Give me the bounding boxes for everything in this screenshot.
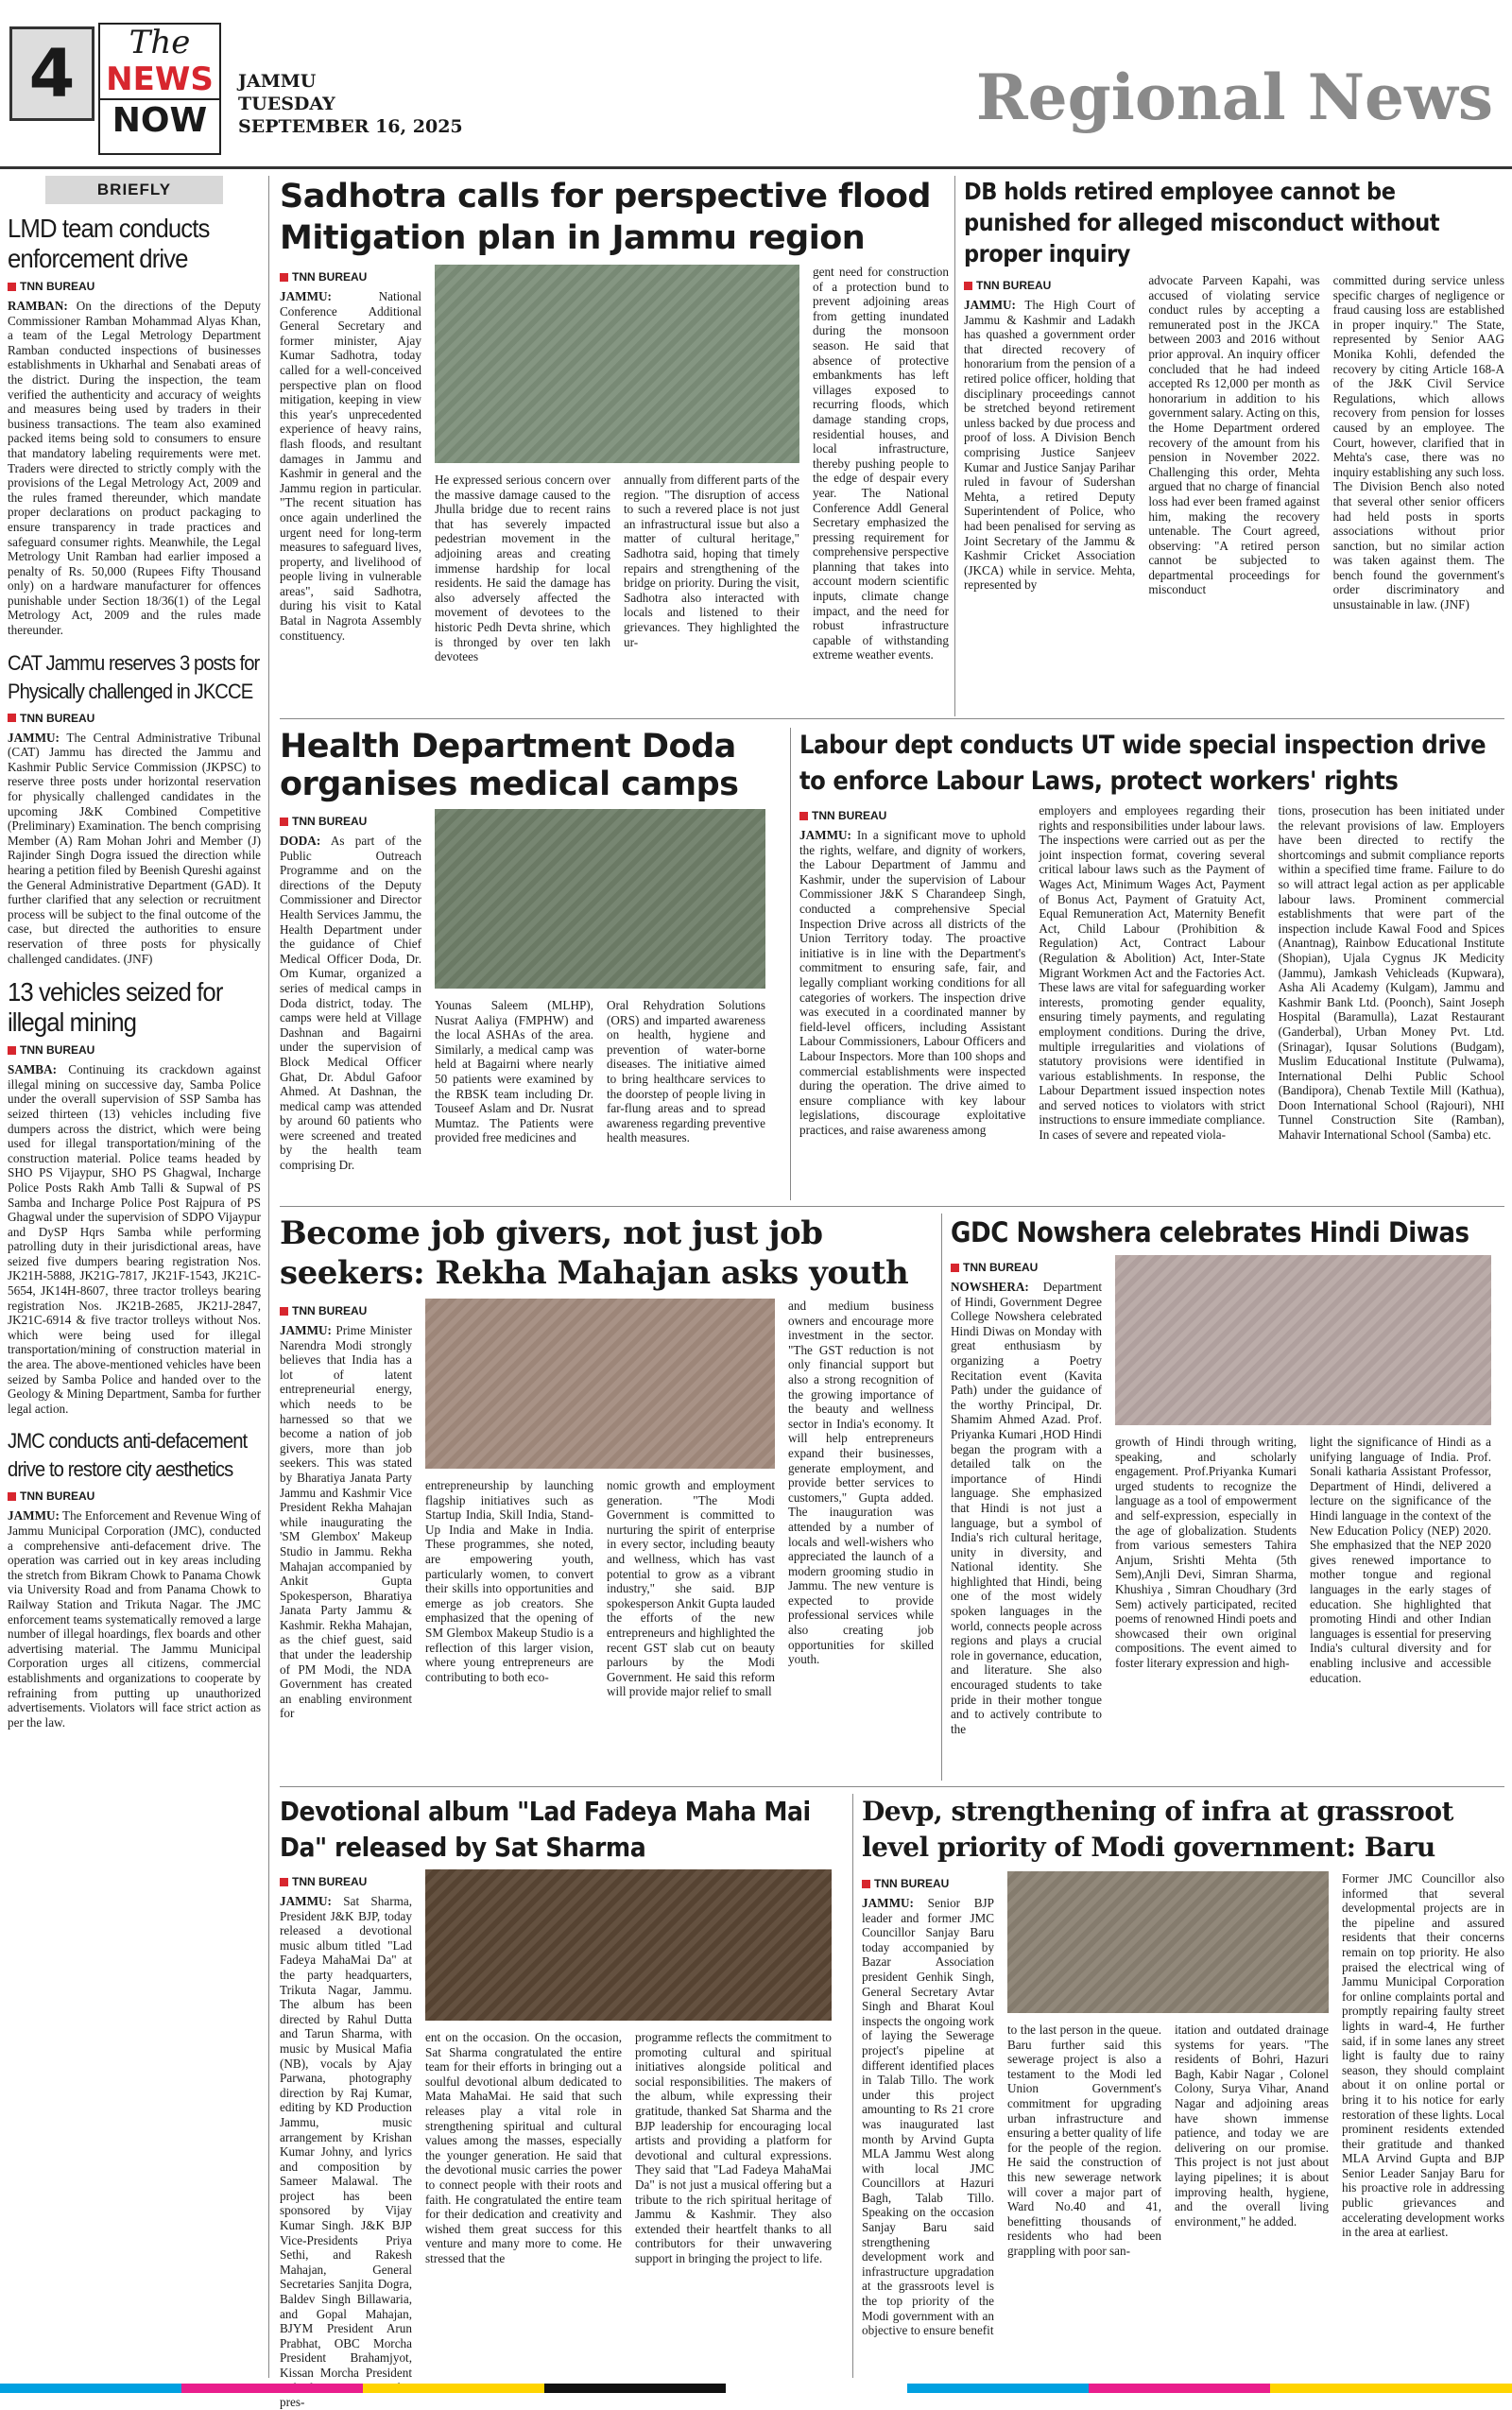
story-health-doda bbox=[280, 728, 781, 1200]
brief-item bbox=[8, 1427, 261, 1730]
story-photo bbox=[425, 1869, 832, 2021]
story-headline: Devotional album "Lad Fadeya Maha Mai Da" released by Sat Sharma bbox=[280, 1796, 811, 1863]
bureau-label: TNN BUREAU bbox=[280, 270, 421, 284]
story-column: Oral Rehydration Solutions (ORS) and imparted awareness on health, hygiene and prevention of water-borne diseases. The initiative aimed to bring healthcare services to the doorstep of people living in far-flung areas and to spread awareness regarding preventive health measures. bbox=[607, 998, 765, 1145]
brief-dateline: RAMBAN: bbox=[8, 299, 68, 313]
brief-item bbox=[8, 214, 261, 638]
story-text bbox=[280, 834, 421, 1173]
story-column: gent need for construction of a protection bund to prevent adjoining areas from getting inundated during the monsoon season. He said that absence of protective embankments has left villages exposed to recurring floods, which damage standing crops, residential houses, and local infrastructure, thereby pushing people to the edge of despair every year. The National Conference Addl General Secretary emphasized the pressing requirement for comprehensive perspective planning that takes into account modern scientific inputs, climate change impact, and the need for robust infrastructure capable of withstanding extreme weather events. bbox=[813, 265, 949, 663]
edition-city: JAMMU bbox=[238, 71, 317, 92]
briefly-label: BRIEFLY bbox=[45, 176, 223, 204]
story-db-retired-employee bbox=[964, 176, 1504, 716]
brief-headline: 13 vehicles seized for illegal mining bbox=[8, 977, 223, 1038]
story-photo bbox=[435, 265, 799, 463]
bureau-label: TNN BUREAU bbox=[8, 280, 261, 293]
edition-day: TUESDAY bbox=[238, 94, 335, 114]
brief-item bbox=[8, 649, 261, 967]
newspaper-logo bbox=[98, 23, 221, 155]
story-dateline: NOWSHERA: bbox=[951, 1280, 1029, 1294]
story-photo bbox=[435, 809, 765, 989]
brief-headline: CAT Jammu reserves 3 posts for Physically challenged in JKCCE bbox=[8, 650, 260, 703]
brief-dateline: JAMMU: bbox=[8, 730, 60, 745]
bureau-label: TNN BUREAU bbox=[8, 712, 261, 725]
story-headline: Become job givers, not just job seekers: Rekha Mahajan asks youth bbox=[280, 1214, 909, 1292]
story-headline: DB holds retired employee cannot be punished for alleged misconduct without proper inquiry bbox=[964, 178, 1440, 267]
story-column: tions, prosecution has been initiated under the relevant provisions of law. Employers have been directed to rectify the shortcomings and submit compliance reports within a specified time frame. Failure to do so will attract legal action as per applicable labour laws. Prominent commercial establishments that were part of the inspection include Kawal Food and Spices (Anantnag), Rainbow Educational Institute (Shopian), Ujala Cygnus JK Medicity (Jammu), Jamkash Vehicleads (Kupwara), Asha Ali Academy (Kulgam), Jammu and Kashmir Bank Ltd. (Poonch), Saint Joseph Hospital (Baramulla), Lazat Restaurant (Ganderbal), Urban Money Pvt. Ltd. (Srinagar), Iqusar Solutions (Budgam), Muslim Educational Institute (Pulwama), International Delhi Public School (Bandipora), Chenab Textile Mill (Kathua), Doon International School (Rajouri), NHI Tunnel Construction Site (Ramban), Mahavir International School (Samba) etc. bbox=[1278, 803, 1504, 1143]
logo-now: NOW bbox=[100, 98, 219, 142]
masthead-rule bbox=[0, 166, 1512, 169]
story-headline: GDC Nowshera celebrates Hindi Diwas bbox=[951, 1216, 1469, 1248]
story-column: Department of Hindi, Government Degree College Nowshera celebrated Hindi Diwas on Monday with great enthusiasm by organizing a Poetry Recitation event (Kavita Path) under the guidance of the worthy Principal, Dr. Shamim Ahmed Azad. Prof. Priyanka Kumari ,HOD Hindi began the program with a detailed talk on the importance of Hindi language. She emphasized that Hindi is not just a language, but a symbol of India's rich cultural heritage, unity in diversity, and National identity. She highlighted that Hindi, being one of the most widely spoken languages in the world, connects people across regions and plays a crucial role in governance, education, and literature. She also encouraged students to take pride in their mother tongue and to actively contribute to the bbox=[951, 1280, 1102, 1736]
logo-news: NEWS bbox=[106, 60, 214, 98]
story-column: employers and employees regarding their rights and responsibilities under labour laws. The inspections were carried out as per the joint inspection format, covering several critical labour laws such as the Payment of Wages Act, Minimum Wages Act, Payment of Bonus Act, Payment of Gratuity Act, Equal Remuneration Act, Maternity Benefit Act, Child Labour (Prohibition & Regulation) Act, Contract Labour (Regulation & Abolition) Act, Inter-State Migrant Workmen Act and the Factories Act. These laws are vital for safeguarding worker interests, promoting gender equality, ensuring timely payments, and regulating employment conditions. During the drive, multiple irregularities and violations of statutory provisions were identified in various establishments. In response, the Labour Department issued inspection notes and served notices to violators with strict instructions to ensure immediate compliance. In cases of severe and repeated viola- bbox=[1039, 803, 1265, 1143]
brief-headline: JMC conducts anti-defacement drive to restore city aesthetics bbox=[8, 1429, 248, 1482]
story-sadhotra bbox=[280, 176, 949, 716]
story-column: light the significance of Hindi as a unifying language of India. Prof. Sonali katharia Assistant Professor, Department of Hindi, delivered a lecture on the significance of the Hindi language in the context of the New Education Policy (NEP) 2020. She emphasized that the NEP 2020 gives renewed importance to mother tongue and regional languages in the early stages of education. She highlighted that promoting Hindi and other Indian languages is essential for preserving India's cultural diversity and for enabling inclusive and accessible education. bbox=[1310, 1435, 1491, 1685]
page-number: 4 bbox=[9, 26, 94, 121]
print-registration-bar bbox=[0, 2384, 1512, 2393]
story-dateline: DODA: bbox=[280, 834, 321, 848]
brief-body bbox=[8, 731, 261, 967]
brief-body bbox=[8, 299, 261, 638]
row-divider bbox=[280, 1786, 1504, 1787]
story-column: itation and outdated drainage systems for years. "The residents of Bohri, Hazuri Bagh, Kabir Nagar , Colonel Colony, Surya Vihar, Anand Nagar and adjoining areas have shown immense patience, and today we are delivering on our promise. This project is not just about laying pipelines; it is about improving health, hygiene, and the overall living environment," he added. bbox=[1175, 2023, 1329, 2229]
story-column: National Conference Additional General Secretary and former minister, Ajay Kumar Sadhotra, today called for a well-conceived perspective plan on flood mitigation, keeping in view this year's unprecedented experience of heavy rains, flash floods, and resultant damages in Jammu and Kashmir in general and the Jammu region in particular. "The recent situation has once again underlined the urgent need for long-term measures to safeguard lives, property, and livelihood of people living in vulnerable areas", said Sadhotra, during his visit to Katal Batal in Nagrota Assembly constituency. bbox=[280, 289, 421, 643]
story-headline: Labour dept conducts UT wide special inspection drive to enforce Labour Laws, protect workers' rights bbox=[799, 731, 1486, 796]
story-dateline: JAMMU: bbox=[280, 1894, 332, 1908]
story-dateline: JAMMU: bbox=[280, 289, 332, 303]
brief-item bbox=[8, 977, 261, 1416]
story-baru-infra bbox=[862, 1794, 1504, 2378]
story-column: programme reflects the commitment to promoting cultural and spiritual initiatives alongside political and social responsibilities. The makers of the album, while expressing their gratitude, thanked Sat Sharma and the BJP leadership for encouraging local artists and providing a platform for devotional and cultural expressions. They said that "Lad Fadeya MahaMai Da" is not just a musical offering but a tribute to the rich spiritual heritage of Jammu & Kashmir. They also extended their heartfelt thanks to all contributors for their unwavering support in bringing the project to life. bbox=[635, 2030, 832, 2265]
row-divider bbox=[280, 1206, 1504, 1207]
brief-text: The Central Administrative Tribunal (CAT) Jammu has directed the Jammu and Kashmir Public Service Commission (JKPSC) to reserve three posts under horizontal reservation for physically challenged candidates in the upcoming J&K Combined Competitive (Preliminary) Examination. The bench comprising Member (A) Ram Mohan Johri and Member (J) Rajinder Singh Dogra issued the direction while hearing a petition filed by Beenish Qureshi against the General Administrative Department (GAD). It further clarified that any selection or recruitment process will be subject to the final outcome of the case, but directed the authorities to ensure reservation of three posts for physically challenged candidates. (JNF) bbox=[8, 730, 261, 966]
story-photo bbox=[1007, 1871, 1329, 2013]
story-column: As part of the Public Outreach Programme and on the directions of the Deputy Commissioner and Director Health Services Jammu, the Health Department under the guidance of Chief Medical Officer Doda, Dr. Om Kumar, organized a series of medical camps in Doda district, today. The camps were held at Village Dashnan and Bagairni under the supervision of Block Medical Officer Ghat, Dr. Abdul Gafoor Ahmed. At Dashnan, the medical camp was attended by around 60 patients who were screened and treated by the health team comprising Dr. bbox=[280, 834, 421, 1173]
story-dateline: JAMMU: bbox=[799, 828, 851, 842]
story-dateline: JAMMU: bbox=[280, 1323, 332, 1337]
row-divider bbox=[280, 718, 1504, 719]
brief-dateline: SAMBA: bbox=[8, 1062, 58, 1077]
story-text bbox=[280, 289, 421, 643]
story-text bbox=[951, 1280, 1102, 1736]
story-column: entrepreneurship by launching flagship initiatives such as Startup India, Skill India, Stand-Up India and Make in India. These programmes, she noted, are empowering youth, particularly women, to convert their skills into opportunities and emerge as job creators. She emphasized that the opening of SM Glembox Makeup Studio is a reflection of this larger vision, where young entrepreneurs are contributing to both eco- bbox=[425, 1478, 593, 1684]
story-photo bbox=[1115, 1255, 1491, 1425]
story-dateline: JAMMU: bbox=[964, 298, 1016, 312]
story-column: He expressed serious concern over the massive damage caused to the Jhulla bridge due to recent rains that has severely impacted pedestrian movement in the adjoining areas and creating immense hardship for local residents. He said the damage has also adversely affected the movement of devotees to the historic Pedh Devta shrine, which is thronged by over ten lakh devotees bbox=[435, 473, 610, 664]
story-column: Senior BJP leader and former JMC Councillor Sanjay Baru today accompanied by Bazar Association president Genhik Singh, General Secretary Avtar Singh and Bharat Koul inspects the ongoing work of laying the Sewerage project's pipeline at different identified places in Talab Tillo. The work under this project amounting to Rs 21 crore was inaugurated last month by Arvind Gupta MLA Jammu West along with local JMC Councillors at Hazuri Bagh, Talab Tillo. Speaking on the occasion Sanjay Baru said strengthening development work and infrastructure upgradation at the grassroots level is the top priority of the Modi government with an objective to ensure benefit bbox=[862, 1896, 994, 2338]
story-text bbox=[862, 1896, 994, 2338]
story-labour-inspection bbox=[799, 728, 1504, 1200]
story-devotional-album bbox=[280, 1794, 845, 2410]
bureau-label: TNN BUREAU bbox=[280, 1875, 412, 1888]
brief-dateline: JAMMU: bbox=[8, 1508, 60, 1523]
column-divider bbox=[941, 1214, 942, 1781]
bureau-label: TNN BUREAU bbox=[280, 815, 421, 828]
story-column: ent on the occasion. On the occasion, Sat Sharma congratulated the entire team for their efforts in bringing out a soulful devotional album dedicated to Mata MahaMai. He said that such releases play a vital role in strengthening spiritual and cultural values among the masses, especially the younger generation. He said that the devotional music carries the power to connect people with their roots and faith. He congratulated the entire team for their dedication and creativity and wished them great success for this venture and many more to come. He stressed that the bbox=[425, 2030, 622, 2265]
column-divider bbox=[790, 728, 791, 1200]
story-text bbox=[799, 828, 1025, 1137]
story-column: In a significant move to uphold the rights, welfare, and dignity of workers, the Labour Department of Jammu and Kashmir, under the supervision of Labour Commissioner J&K S Charandeep Singh, conducted a comprehensive Special Inspection Drive across all districts of the Union Territory today. The proactive initiative is in line with the Department's commitment to ensuring safe, fair, and legally compliant working conditions for all categories of workers. The inspection drive was executed in a coordinated manner by field-level officers, including Assistant Labour Commissioners, Labour Officers and Labour Inspectors. More than 100 shops and commercial establishments were inspected during the operation. The drive aimed to ensure compliance with key labour legislations, discourage exploitative practices, and raise awareness among bbox=[799, 828, 1026, 1137]
story-rekha-mahajan bbox=[280, 1214, 934, 1781]
bureau-label: TNN BUREAU bbox=[964, 279, 1135, 292]
edition-date: SEPTEMBER 16, 2025 bbox=[238, 116, 463, 137]
story-gdc-hindi-diwas bbox=[951, 1214, 1504, 1781]
story-column: Former JMC Councillor also informed that several developmental projects are in the pipeline and assured residents that their concerns remain on top priority. He also praised the electrical wing of Jammu Municipal Corporation for online complaints portal and promptly repairing faulty street lights in ward-4, He further said, if in some lanes any street light is faulty due to rainy season, they should complaint about it on online portal or bring it to his notice for early restoration of these lights. Local prominent residents extended their gratitude and thanked MLA Arvind Gupta and BJP Senior Leader Sanjay Baru for his proactive role in addressing public grievances and accelerating development works in the area at earliest. bbox=[1342, 1871, 1504, 2240]
bureau-label: TNN BUREAU bbox=[862, 1877, 994, 1890]
story-column: Prime Minister Narendra Modi strongly believes that India has a lot of latent entrepreneurial energy, which needs to be harnessed so that we become a nation of job givers, more than job seekers. This was stated by Bharatiya Janata Party Jammu and Kashmir Vice President Rekha Mahajan while inaugurating the 'SM Glembox' Makeup Studio in Jammu. Rekha Mahajan accompanied by Ankit Gupta Spokesperson, Bharatiya Janata Party Jammu & Kashmir. Rekha Mahajan, as the chief guest, said that under the leadership of PM Modi, the NDA Government has created an enabling environment for bbox=[280, 1323, 412, 1721]
story-column: growth of Hindi through writing, speaking, and scholarly engagement. Prof.Priyanka Kumari urged students to recognize the language as a tool of empowerment and self-expression, especially in the age of globalization. Students from various semesters Tahira Anjum, Srishti Mehta (5th Sem),Anjli Devi, Simran Sharma, Khushiya , Simran Choudhary (3rd Sem) actively participated, recited poems of renowned Hindi poets and showcased their own original compositions. The event aimed to foster literary expression and high- bbox=[1115, 1435, 1297, 1670]
sidebar-divider bbox=[268, 176, 269, 2378]
story-column: advocate Parveen Kapahi, was accused of violating service conduct rules by accepting a remunerated post in the JKCA between 2003 and 2016 without prior approval. An inquiry officer concluded that he had indeed accepted Rs 12,000 per month as honorarium in addition to his government salary. Acting on this, the Home Department ordered recovery of the amount from his pension in November 2022. Challenging this order, Mehta argued that no charge of financial loss had ever been framed against him, making the recovery untenable. The Court agreed, observing: "A retired person cannot be subjected to departmental proceedings for misconduct bbox=[1148, 273, 1320, 597]
brief-text: On the directions of the Deputy Commissioner Ramban Mohammad Alyas Khan, a team of the Legal Metrology Department Ramban conducted inspections of businesses establishments in Ukharhal and Senabati areas of the district. During the inspection, the team verified the authenticity and accuracy of weights and measures being used by traders in their business transactions. The team also examined packed items being sold to consumers to ensure that mandatory labeling requirements were met. Traders were directed to strictly comply with the provisions of the Legal Metrology Act, 2009 and the rules framed thereunder, which mandate proper declarations on product packaging to ensure transparency in trade practices and safeguard consumer rights. Meanwhile, the Legal Metrology Unit Ramban had earlier imposed a penalty of Rs. 50,000 (Rupees Fifty Thousand only) on a hardware manufacturer for offences punishable under Section 18/36(1) of the Legal Metrology Act, 2009 and the rules made thereunder. bbox=[8, 299, 262, 638]
story-text bbox=[280, 1323, 412, 1721]
bureau-label: TNN BUREAU bbox=[8, 1043, 261, 1057]
story-column: to the last person in the queue. Baru further said this sewerage project is also a testament to the Modi led Union Government's commitment for upgrading urban infrastructure and ensuring a better quality of life for the people of the region. He said the construction of this new sewerage network will cover a major part of Ward No.40 and 41, benefitting thousands of residents who had been grappling with poor san- bbox=[1007, 2023, 1161, 2258]
story-column: annually from different parts of the region. "The disruption of access to such a revered place is not just an infrastructural issue but also a matter of cultural heritage," Sadhotra said, hoping that timely repairs and strengthening of the bridge on priority. During the visit, Sadhotra also interacted with locals and listened to their grievances. They highlighted the ur- bbox=[624, 473, 799, 649]
story-column: The High Court of Jammu & Kashmir and Ladakh has quashed a government order that directed recovery of honorarium from the pension of a retired police officer, holding that disciplinary proceedings cannot be stretched beyond retirement unless backed by due process and proof of loss. A Division Bench comprising Justice Sanjeev Kumar and Justice Sanjay Parihar ruled in favour of Sudershan Mehta, a retired Deputy Superintendent of Police, who had been penalised for serving as Joint Secretary of the Jammu & Kashmir Cricket Association (JKCA) while in service. Mehta, represented by bbox=[964, 298, 1136, 593]
bureau-label: TNN BUREAU bbox=[799, 809, 1025, 822]
brief-text: The Enforcement and Revenue Wing of Jammu Municipal Corporation (JMC), conducted a comprehensive anti-defacement drive. The operation was carried out in key areas including the stretch from Bikram Chowk to Panama Chowk via University Road and from Panama Chowk to Railway Station and Trikuta Nagar. The JMC enforcement teams systematically removed a large number of illegal hoardings, flex boards and other advertising material. The Jammu Municipal Corporation urges all citizens, commercial establishments and organizations to cooperate by refraining from putting up unauthorized advertisements. Violators will face strict action as per the law. bbox=[8, 1508, 261, 1730]
brief-text: Continuing its crackdown against illegal mining on successive day, Samba Police under the overall supervision of SSP Samba has seized thirteen (13) vehicles including five dumpers across the district, which were being used for illegal transportation/mining of the construction material. Police teams headed by SHO PS Vijaypur, SHO PS Ghagwal, Incharge Police Posts Rakh Amb Talli & Supwal of PS Samba and Incharge Police Post Rajpura of PS Ghagwal under the supervision of SDPO Vijaypur and DySP Hqrs Samba while performing patrolling duty in their jurisdictional areas, have seized five dumpers bearing registration Nos. JK21H-5888, JK21G-7817, JK21F-1543, JK21C-5654, JK14H-8607, three tractor trolleys bearing registration Nos. JK21B-2685, JK21J-2847, JK21C-6914 & five tractor trolleys without Nos. which were being used for illegal transportation/mining of construction material in the area. The above-mentioned vehicles have been seized by Samba Police and handed over to the Geology & Mining Department, Samba for further legal action. bbox=[8, 1062, 262, 1416]
column-divider bbox=[852, 1794, 853, 2378]
story-column: committed during service unless specific charges of negligence or fraud causing loss are established in proper inquiry." The State, represented by Senior AAG Monika Kohli, defended the recovery by citing Article 168-A of the J&K Civil Service Regulations, which allows recovery from pension for losses caused by an employee. The Court, however, clarified that in Mehta's case, there was no inquiry establishing any such loss. The Division Bench also noted that several other senior officers had held posts in sports associations without prior sanction, but no similar action was taken against them. The bench found the government's order discriminatory and unsustainable in law. (JNF) bbox=[1332, 273, 1504, 612]
bureau-label: TNN BUREAU bbox=[280, 1304, 412, 1317]
edition-dateline bbox=[238, 70, 463, 138]
brief-body bbox=[8, 1508, 261, 1730]
column-divider bbox=[954, 176, 955, 716]
bureau-label: TNN BUREAU bbox=[951, 1261, 1102, 1274]
story-headline: Health Department Doda organises medical camps bbox=[280, 728, 739, 803]
briefly-sidebar bbox=[8, 176, 261, 2378]
logo-the: The bbox=[129, 24, 191, 61]
section-title: Regional News bbox=[975, 60, 1493, 134]
story-text bbox=[280, 1894, 412, 2410]
story-dateline: JAMMU: bbox=[862, 1896, 914, 1910]
story-headline: Devp, strengthening of infra at grassroot level priority of Modi government: Baru bbox=[862, 1796, 1453, 1863]
bureau-label: TNN BUREAU bbox=[8, 1489, 261, 1503]
story-photo bbox=[425, 1299, 775, 1469]
brief-body bbox=[8, 1062, 261, 1416]
story-column: Younas Saleem (MLHP), Nusrat Aaliya (FMPHW) and the local ASHAs of the area. Similarly, a medical camp was held at Bagairni where nearly 50 patients were examined by the RBSK team including Dr. Touseef Aslam and Dr. Nusrat Mumtaz. The Patients were provided free medicines and bbox=[435, 998, 593, 1145]
story-headline: Sadhotra calls for perspective flood Mitigation plan in Jammu region bbox=[280, 178, 931, 257]
story-text bbox=[964, 298, 1135, 593]
masthead bbox=[0, 0, 1512, 168]
brief-headline: LMD team conducts enforcement drive bbox=[8, 214, 210, 273]
story-column: Sat Sharma, President J&K BJP, today released a devotional music album titled "Lad Fadeya MahaMai Da" at the party headquarters, Trikuta Nagar, Jammu. The album has been directed by Rahul Dutta and Tarun Sharma, with music by Musical Mafia (NB), vocals by Ajay Parwana, photography direction by Raj Kumar, editing by KD Production Jammu, music arrangement by Krishan Kumar Johny, and lyrics and composition by Sameer Malawal. The project has been sponsored by Vijay Kumar Singh. J&K BJP Vice-Presidents Priya Sethi, and Rakesh Mahajan, General Secretaries Sanjita Dogra, Baldev Singh Billawaria, and Gopal Mahajan, BJYM President Arun Prabhat, OBC Morcha President Brahamjyot, Kissan Morcha President pres- bbox=[280, 1894, 412, 2410]
story-column: nomic growth and employment generation. "The Modi Government is committed to nurturing the spirit of enterprise in every sector, including beauty and wellness, which has vast potential to grow as a vibrant industry," she said. BJP spokesperson Ankit Gupta lauded the efforts of the new entrepreneurs and highlighted the recent GST slab cut on beauty parlours by the Modi Government. He said this reform will provide major relief to small bbox=[607, 1478, 775, 1699]
story-column: and medium business owners and encourage more investment in the sector. "The GST reduction is not only financial support but also a strong recognition of the growing importance of the beauty and wellness sector in India's economy. It will help entrepreneurs expand their businesses, generate employment, and provide better services to customers," Gupta added. The inauguration was attended by a number of locals and well-wishers who appreciated the launch of a modern grooming studio in Jammu. The new venture is expected to provide professional services while also creating job opportunities for skilled youth. bbox=[788, 1299, 934, 1667]
